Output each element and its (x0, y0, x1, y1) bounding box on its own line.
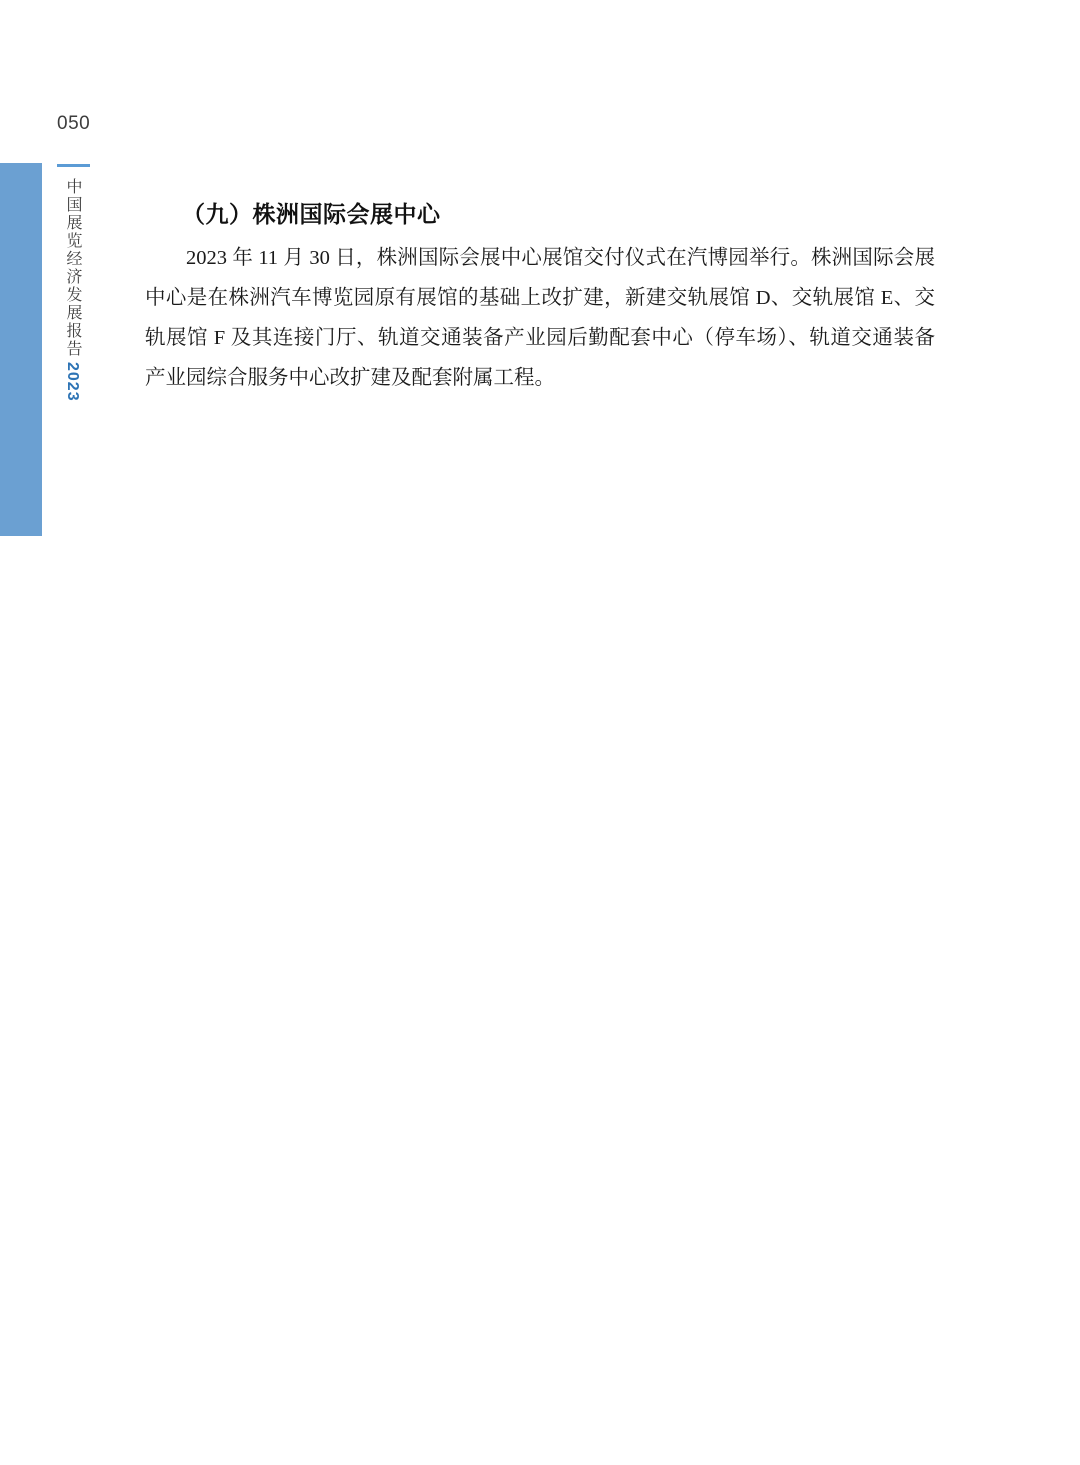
sidebar-title-year: 2023 (64, 362, 81, 402)
sidebar-color-bar (0, 163, 42, 536)
body-paragraph: 2023 年 11 月 30 日，株洲国际会展中心展馆交付仪式在汽博园举行。株洲国际会展中心是在株洲汽车博览园原有展馆的基础上改扩建，新建交轨展馆 D、交轨展馆 E、交轨展馆 F 及其连接门厅、轨道交通装备产业园后勤配套中心（停车场）、轨道交通装备产业园综合服务中心改扩建及配套附属工程。 (145, 247, 935, 389)
page-number: 050 (57, 113, 91, 134)
sidebar-title-text: 中国展览经济发展报告 (64, 178, 81, 358)
section-heading: （九）株洲国际会展中心 (182, 201, 441, 227)
sidebar-vertical-title (55, 178, 89, 402)
accent-line (57, 164, 90, 167)
